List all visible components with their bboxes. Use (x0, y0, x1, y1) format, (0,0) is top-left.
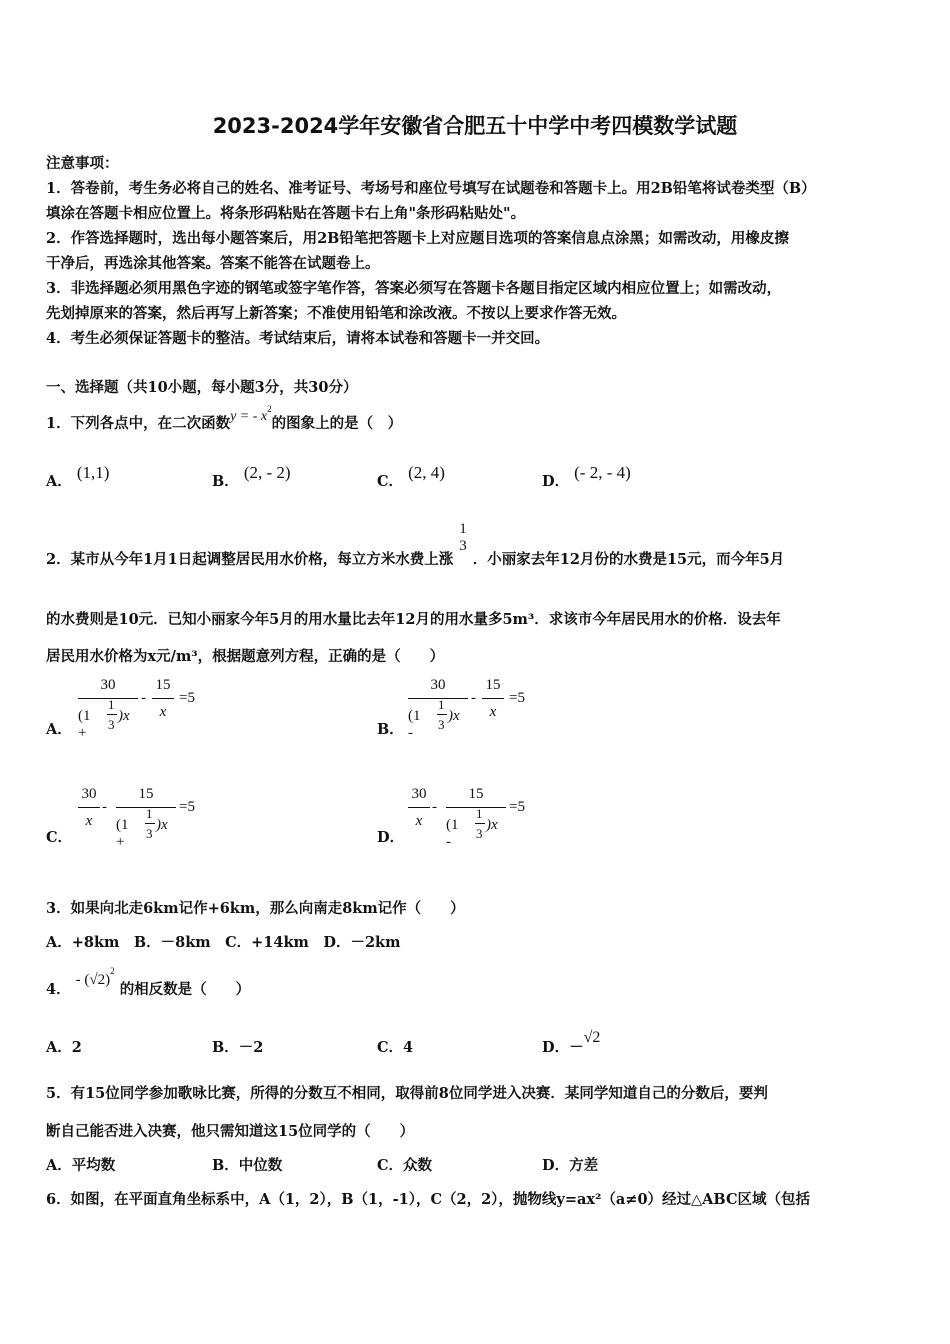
q5-option-a (46, 1154, 115, 1175)
question-6: 6．如图，在平面直角坐标系中，A（1，2），B（1，-1），C（2，2），抛物线y=ax²（a≠0）经过△ABC区域（包括 (46, 1191, 811, 1208)
option-value: 方差 (569, 1157, 599, 1174)
option-label: D． (542, 1157, 570, 1174)
small-bar (145, 823, 155, 824)
small-den: 3 (146, 826, 153, 841)
notes-heading: 注意事项： (46, 155, 119, 172)
question-1-post: 的图象上的是（ ） (271, 415, 403, 432)
question-2-line3: 居民用水价格为x元/m³，根据题意列方程，正确的是（ ） (46, 648, 445, 665)
option-value: 4 (403, 1039, 414, 1056)
q4-option-b (212, 1036, 263, 1057)
question-3-options: A．+8km B．－8km C．+14km D．－2km (46, 934, 401, 951)
denominator-open: (1 - (446, 817, 459, 850)
option-value: (1,1) (76, 463, 110, 482)
numerator: 30 (81, 786, 97, 802)
equals: =5 (509, 690, 525, 706)
option-label: B． (212, 1157, 239, 1174)
notes-line: 干净后，再选涂其他答案。答案不能答在试题卷上。 (46, 255, 380, 272)
denominator: x (159, 704, 167, 720)
section-heading: 一、选择题（共10小题，每小题3分，共30分） (46, 379, 358, 396)
question-2-text: 2．某市从今年1月1日起调整居民用水价格，每立方米水费上涨 (46, 551, 454, 568)
q1-option-d (542, 463, 631, 491)
question-3: 3．如果向北走6km记作+6km，那么向南走8km记作（ ） (46, 900, 465, 917)
equals: =5 (179, 799, 195, 815)
question-2 (46, 521, 785, 568)
option-label: B． (212, 473, 239, 490)
numerator: 15 (468, 786, 484, 802)
option-value: 众数 (403, 1157, 433, 1174)
frac-num: 1 (459, 521, 467, 537)
minus: - (471, 690, 476, 706)
option-value: (2, 4) (408, 463, 445, 482)
small-den: 3 (476, 826, 483, 841)
small-num: 1 (108, 697, 115, 712)
sqrt-two: √2 (583, 1029, 601, 1046)
option-label: A． (46, 1157, 72, 1174)
minus: - (432, 799, 437, 815)
notes-line: 2．作答选择题时，选出每小题答案后，用2B铅笔把答题卡上对应题目选项的答案信息点涂黑；如需改动，用橡皮擦 (46, 230, 789, 247)
denominator-close: )x (486, 817, 498, 833)
option-value: － (569, 1039, 584, 1056)
option-label: D． (542, 473, 570, 490)
notes-line: 3．非选择题必须用黑色字迹的钢笔或签字笔作答，答案必须写在答题卡各题目指定区域内相应位置上；如需改动， (46, 280, 782, 297)
option-label: C． (377, 473, 404, 490)
notes-line: 1．答卷前，考生务必将自己的姓名、准考证号、考场号和座位号填写在试题卷和答题卡上。用2B铅笔将试卷类型（B） (46, 180, 816, 197)
denominator: x (489, 704, 497, 720)
question-1 (46, 404, 403, 433)
fraction-bar (152, 698, 174, 699)
fraction-bar (482, 698, 504, 699)
small-bar (107, 714, 117, 715)
option-label: C． (377, 1039, 404, 1056)
option-label: D． (542, 1039, 570, 1056)
option-value: －2 (238, 1039, 264, 1056)
denominator-close: )x (448, 708, 460, 724)
q2-option-b-label: B． (377, 721, 404, 738)
denominator-close: )x (156, 817, 168, 833)
option-label: A． (46, 1039, 72, 1056)
question-4-exponent: 2 (110, 966, 115, 977)
option-value: (- 2, - 4) (574, 463, 631, 482)
q1-option-c (377, 463, 445, 491)
minus: - (141, 690, 146, 706)
question-2-line2: 的水费则是10元．已知小丽家今年5月的用水量比去年12月的用水量多5m³．求该市今年居民用水的价格．设去年 (46, 611, 781, 628)
denominator-open: (1 + (78, 708, 91, 741)
numerator: 15 (138, 786, 154, 802)
notes-line: 填涂在答题卡相应位置上。将条形码粘贴在答题卡右上角"条形码粘贴处"。 (46, 205, 526, 222)
q5-option-b (212, 1154, 282, 1175)
q4-option-d (542, 1029, 601, 1057)
question-1-pre: 1．下列各点中，在二次函数 (46, 415, 231, 432)
small-bar (437, 714, 447, 715)
fraction-bar (408, 807, 430, 808)
denominator: x (415, 813, 423, 829)
notes-line: 4．考生必须保证答题卡的整洁。考试结束后，请将本试卷和答题卡一并交回。 (46, 330, 550, 347)
q5-option-d (542, 1154, 598, 1175)
question-1-function: y = - x (230, 409, 268, 424)
equals: =5 (179, 690, 195, 706)
page-title: 2023-2024学年安徽省合肥五十中学中考四模数学试题 (212, 114, 738, 138)
q2-option-c-label: C． (46, 829, 73, 846)
numerator: 15 (155, 677, 171, 693)
minus: - (102, 799, 107, 815)
small-bar (475, 823, 485, 824)
option-value: 平均数 (71, 1157, 116, 1174)
denominator-open: (1 + (116, 817, 129, 850)
q5-option-c (377, 1154, 432, 1175)
q2-option-d-label: D． (377, 829, 405, 846)
frac-den: 3 (459, 538, 467, 554)
question-1-exponent: 2 (267, 404, 272, 415)
question-2-text: ．小丽家去年12月份的水费是15元，而今年5月 (472, 551, 785, 568)
option-value: (2, - 2) (243, 463, 291, 482)
equals: =5 (509, 799, 525, 815)
small-den: 3 (108, 717, 115, 732)
question-4-expression: - (√2) (75, 972, 111, 988)
question-4-text: 的相反数是（ ） (119, 981, 251, 998)
q4-option-c (377, 1036, 413, 1057)
option-label: A． (46, 473, 72, 490)
small-den: 3 (438, 717, 445, 732)
denominator-close: )x (118, 708, 130, 724)
q4-option-a (46, 1036, 82, 1057)
denominator-open: (1 - (408, 708, 421, 741)
numerator: 15 (485, 677, 501, 693)
q1-option-a (46, 463, 110, 491)
question-4 (46, 966, 251, 999)
notes-line: 先划掉原来的答案，然后再写上新答案；不准使用铅笔和涂改液。不按以上要求作答无效。 (46, 305, 626, 322)
small-num: 1 (146, 806, 153, 821)
option-value: 2 (71, 1039, 82, 1056)
numerator: 30 (411, 786, 427, 802)
q2-option-a-label: A． (46, 721, 72, 738)
question-5-line2: 断自己能否进入决赛，他只需知道这15位同学的（ ） (46, 1123, 415, 1140)
numerator: 30 (100, 677, 116, 693)
denominator: x (85, 813, 93, 829)
q1-option-b (212, 463, 291, 491)
question-4-number: 4． (46, 981, 71, 998)
question-5-line1: 5．有15位同学参加歌咏比赛，所得的分数互不相同，取得前8位同学进入决赛．某同学知道自己的分数后，要判 (46, 1085, 768, 1102)
small-num: 1 (438, 697, 445, 712)
option-label: B． (212, 1039, 239, 1056)
small-num: 1 (476, 806, 483, 821)
numerator: 30 (430, 677, 446, 693)
option-value: 中位数 (238, 1157, 283, 1174)
fraction-bar (78, 807, 100, 808)
option-label: C． (377, 1157, 404, 1174)
fraction-one-third (457, 521, 469, 555)
